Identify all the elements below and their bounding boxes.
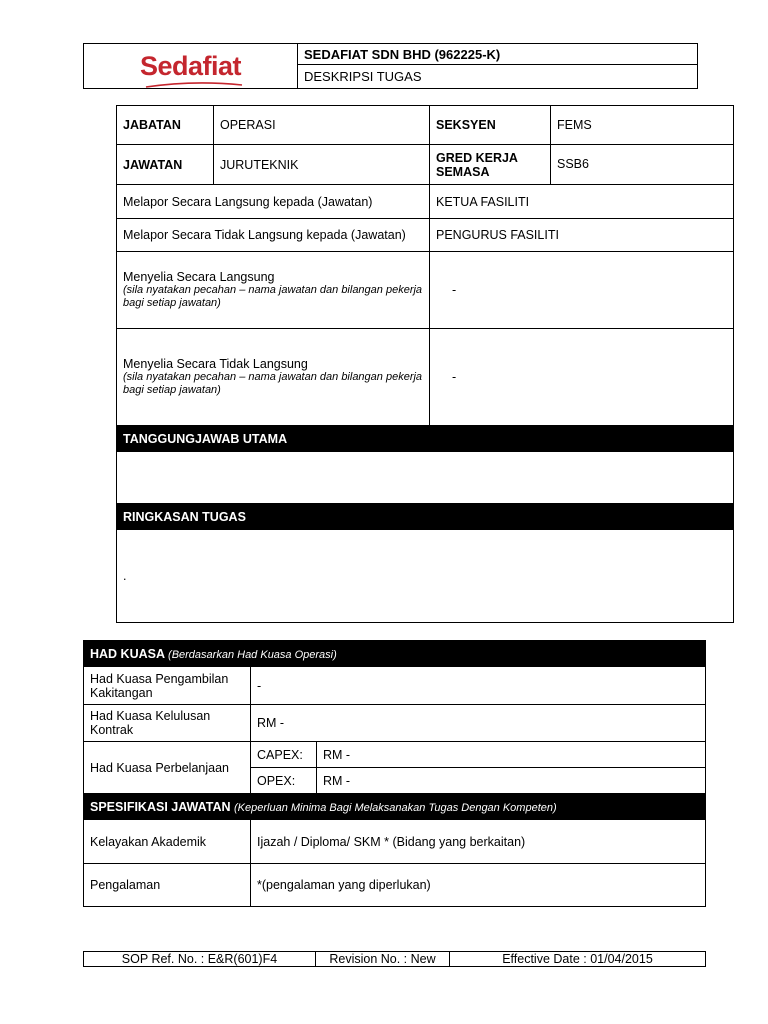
kelulusan-value: RM -: [251, 705, 706, 742]
gred-value: SSB6: [551, 145, 734, 185]
spesifikasi-title: SPESIFIKASI JAWATAN: [90, 799, 231, 814]
job-info-table: [116, 105, 734, 623]
selia-langsung-value: -: [430, 252, 734, 329]
document-header: [83, 43, 698, 89]
logo-swoosh-icon: [144, 81, 244, 89]
sop-ref: SOP Ref. No. : E&R(601)F4: [84, 952, 316, 967]
had-kuasa-title: HAD KUASA: [90, 646, 165, 661]
company-logo: [84, 44, 298, 89]
lapor-langsung-label: Melapor Secara Langsung kepada (Jawatan): [117, 185, 430, 219]
capex-label: CAPEX:: [251, 742, 317, 768]
selia-langsung-note: (sila nyatakan pecahan – nama jawatan dan bilangan pekerja bagi setiap jawatan): [123, 284, 423, 309]
perbelanjaan-label: Had Kuasa Perbelanjaan: [84, 742, 251, 794]
document-footer: [83, 951, 706, 967]
jabatan-label: JABATAN: [117, 106, 214, 145]
lapor-langsung-value: KETUA FASILITI: [430, 185, 734, 219]
had-kuasa-header: [84, 641, 706, 667]
selia-langsung-label: Menyelia Secara Langsung: [123, 270, 275, 284]
akademik-value: Ijazah / Diploma/ SKM * (Bidang yang berkaitan): [251, 820, 706, 864]
document-title: DESKRIPSI TUGAS: [298, 65, 698, 89]
pengalaman-label: Pengalaman: [84, 864, 251, 907]
logo-text: Sedafiat: [139, 50, 242, 81]
jawatan-value: JURUTEKNIK: [214, 145, 430, 185]
lapor-tidak-label: Melapor Secara Tidak Langsung kepada (Jawatan): [117, 219, 430, 252]
revision-no: Revision No. : New: [316, 952, 450, 967]
seksyen-value: FEMS: [551, 106, 734, 145]
pengambilan-value: -: [251, 667, 706, 705]
had-kuasa-note: (Berdasarkan Had Kuasa Operasi): [168, 648, 337, 661]
jawatan-label: JAWATAN: [117, 145, 214, 185]
opex-value: RM -: [317, 768, 706, 794]
selia-tidak-value: -: [430, 329, 734, 426]
akademik-label: Kelayakan Akademik: [84, 820, 251, 864]
spesifikasi-header: [84, 794, 706, 820]
ringkasan-header: RINGKASAN TUGAS: [117, 504, 734, 530]
tanggungjawab-header: TANGGUNGJAWAB UTAMA: [117, 426, 734, 452]
opex-label: OPEX:: [251, 768, 317, 794]
capex-value: RM -: [317, 742, 706, 768]
spesifikasi-note: (Keperluan Minima Bagi Melaksanakan Tugas Dengan Kompeten): [234, 801, 557, 814]
selia-langsung-cell: [117, 252, 430, 329]
ringkasan-body: .: [117, 530, 734, 623]
selia-tidak-note: (sila nyatakan pecahan – nama jawatan dan bilangan pekerja bagi setiap jawatan): [123, 371, 423, 396]
pengalaman-value: *(pengalaman yang diperlukan): [251, 864, 706, 907]
tanggungjawab-body: [117, 452, 734, 504]
seksyen-label: SEKSYEN: [430, 106, 551, 145]
pengambilan-label: Had Kuasa Pengambilan Kakitangan: [84, 667, 251, 705]
jabatan-value: OPERASI: [214, 106, 430, 145]
authority-table: [83, 640, 706, 907]
gred-label: GRED KERJA SEMASA: [430, 145, 551, 185]
selia-tidak-cell: [117, 329, 430, 426]
lapor-tidak-value: PENGURUS FASILITI: [430, 219, 734, 252]
company-name: SEDAFIAT SDN BHD (962225-K): [298, 44, 698, 65]
selia-tidak-label: Menyelia Secara Tidak Langsung: [123, 357, 308, 371]
kelulusan-label: Had Kuasa Kelulusan Kontrak: [84, 705, 251, 742]
effective-date: Effective Date : 01/04/2015: [450, 952, 706, 967]
